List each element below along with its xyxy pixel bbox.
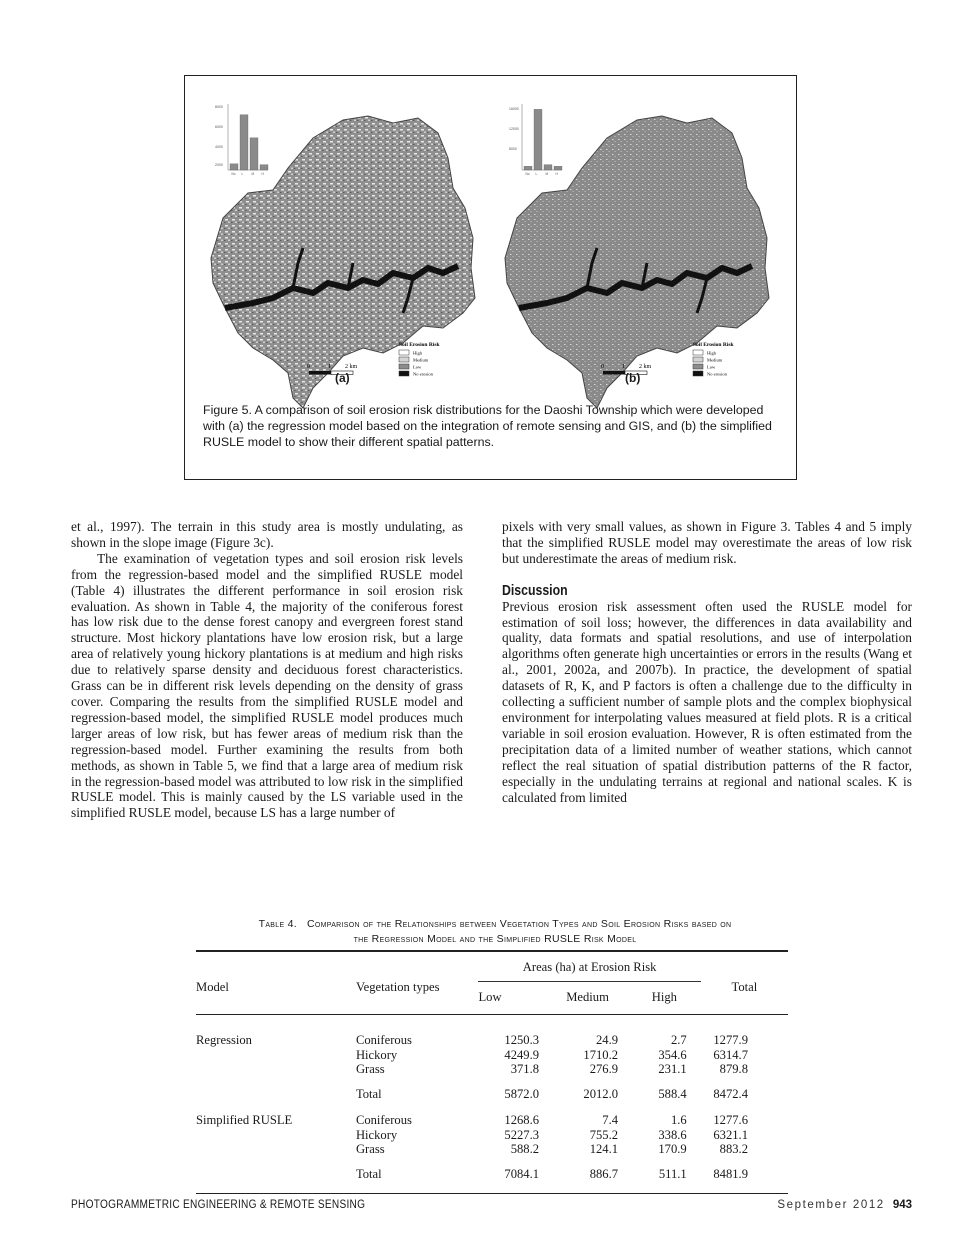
ytick-a-2: 4000 bbox=[215, 145, 223, 149]
cell-veg: Hickory bbox=[355, 1047, 398, 1062]
cell-model bbox=[196, 1062, 356, 1077]
table-row bbox=[196, 1142, 788, 1157]
histogram-a-bar-l bbox=[240, 115, 248, 170]
cell-medium: 886.7 bbox=[589, 1166, 619, 1181]
legend-label-medium-b: Medium bbox=[707, 357, 723, 363]
left-column bbox=[71, 519, 463, 821]
cell-medium: 2012.0 bbox=[583, 1086, 619, 1101]
legend-swatch-medium-b bbox=[693, 357, 703, 362]
cell-high: 1.6 bbox=[670, 1113, 687, 1127]
ytick-b-2: 8000 bbox=[509, 147, 517, 151]
left-paragraph-1: et al., 1997). The terrain in this study area is mostly undulating, as shown in the slope image (Figure 3c). bbox=[71, 519, 463, 550]
legend-label-medium-a: Medium bbox=[413, 357, 429, 363]
cell-veg: Total bbox=[355, 1086, 382, 1101]
histogram-a-bar-h bbox=[260, 165, 268, 170]
scalebar-b-2: 2 km bbox=[639, 364, 652, 370]
cell-model bbox=[196, 1048, 356, 1063]
panel-label-a: (a) bbox=[335, 371, 350, 385]
cell-low: 5872.0 bbox=[504, 1086, 540, 1101]
cell-model bbox=[196, 1077, 356, 1102]
cell-low: 588.2 bbox=[510, 1142, 540, 1156]
cell-model: Regression bbox=[196, 1033, 252, 1047]
scalebar-a-2: 2 km bbox=[345, 364, 358, 370]
table-total-row bbox=[196, 1157, 788, 1194]
cell-veg: Grass bbox=[355, 1142, 385, 1156]
histogram-b-category-label: M bbox=[545, 172, 549, 176]
legend-swatch-noerosion-b bbox=[693, 371, 703, 376]
ytick-a-1: 6000 bbox=[215, 125, 223, 129]
cell-low: 4249.9 bbox=[504, 1047, 540, 1062]
cell-total: 883.2 bbox=[719, 1142, 748, 1156]
table-row bbox=[196, 1015, 788, 1048]
panel-label-b: (b) bbox=[625, 371, 641, 385]
cell-low: 371.8 bbox=[510, 1062, 540, 1076]
histogram-a-category-label: M bbox=[251, 172, 255, 176]
cell-total: 879.8 bbox=[719, 1062, 748, 1076]
legend-label-noerosion-b: No erosion bbox=[707, 371, 727, 377]
legend-label-noerosion-a: No erosion bbox=[413, 371, 433, 377]
cell-high: 231.1 bbox=[658, 1062, 687, 1076]
header-high: High bbox=[651, 989, 677, 1004]
cell-medium: 7.4 bbox=[602, 1113, 619, 1127]
scalebar-b-0: 0 bbox=[601, 364, 604, 370]
table-title-line2: the Regression Model and the Simplified RUSLE Risk Model bbox=[353, 933, 637, 945]
cell-high: 170.9 bbox=[658, 1142, 687, 1156]
footer-journal: PHOTOGRAMMETRIC ENGINEERING & REMOTE SENSING bbox=[71, 1199, 366, 1211]
erosion-map-b bbox=[497, 98, 777, 438]
legend-swatch-high-b bbox=[693, 350, 703, 355]
table-row bbox=[196, 1048, 788, 1063]
left-paragraph-2: The examination of vegetation types and soil erosion risk levels from the regression-based model and the simplified RUSLE model (Table 4) illustrates the different performance in soil erosion risk evaluation. As shown in Table 4, the majority of the coniferous forest has low risk due to the dense forest canopy and evergreen forest stand structure. Most hickory plantations have low erosion risk, but a large area of relatively young hickory plantations is at medium and high risks due to relatively sparse density and deciduous forest characteristics. Grass can be in different risk levels depending on the density of grass cover. Comparing the results from the simplified RUSLE model and regression-based model, the simplified RUSLE model produces much larger areas of low risk, but has fewer areas of medium risk than the regression-based model. Further examining the results from both methods, as shown in Table 5, we find that a large area of medium risk in the regression-based model was attributed to low risk in the simplified RUSLE model. This is mainly caused by the LS variable used in the simplified RUSLE model, because LS has a large number of bbox=[71, 550, 463, 821]
legend-swatch-high-a bbox=[399, 350, 409, 355]
table-4 bbox=[196, 950, 788, 1194]
histogram-a-category-label: H bbox=[261, 172, 264, 176]
legend-label-high-a: High bbox=[413, 350, 422, 356]
cell-model bbox=[196, 1157, 356, 1194]
table-total-row bbox=[196, 1077, 788, 1102]
ytick-a-0: 8000 bbox=[215, 105, 223, 109]
cell-model bbox=[196, 1128, 356, 1143]
ytick-b-1: 12000 bbox=[509, 127, 519, 131]
cell-veg: Coniferous bbox=[355, 1113, 412, 1127]
histogram-b-bar-l bbox=[534, 109, 542, 170]
cell-medium: 24.9 bbox=[595, 1033, 619, 1047]
histogram-b-bar-h bbox=[554, 166, 562, 170]
cell-model bbox=[196, 1142, 356, 1157]
erosion-map-a bbox=[203, 98, 483, 438]
histogram-b-bar-m bbox=[544, 165, 552, 170]
histogram-a-category-label: No bbox=[231, 172, 236, 176]
scalebar-b-1: 1 bbox=[622, 364, 625, 370]
header-areas: Areas (ha) at Erosion Risk bbox=[478, 951, 700, 981]
cell-model: Simplified RUSLE bbox=[196, 1113, 293, 1127]
scalebar-a-0: 0 bbox=[307, 364, 310, 370]
header-vegetation: Vegetation types bbox=[355, 979, 440, 994]
cell-high: 588.4 bbox=[658, 1086, 687, 1101]
header-medium: Medium bbox=[566, 989, 609, 1004]
cell-veg: Total bbox=[355, 1166, 382, 1181]
histogram-b-category-label: No bbox=[525, 172, 530, 176]
legend-swatch-medium-a bbox=[399, 357, 409, 362]
cell-total: 6314.7 bbox=[713, 1047, 748, 1062]
table-row bbox=[196, 1128, 788, 1143]
cell-high: 2.7 bbox=[670, 1033, 687, 1047]
figure-5 bbox=[184, 75, 797, 480]
histogram-a bbox=[215, 104, 268, 176]
histogram-b-category-label: H bbox=[555, 172, 558, 176]
header-model: Model bbox=[196, 979, 229, 994]
cell-high: 511.1 bbox=[658, 1166, 687, 1181]
page-number: 943 bbox=[892, 1199, 912, 1211]
histogram-a-bar-m bbox=[250, 138, 258, 170]
scalebar-a-1: 1 bbox=[328, 364, 331, 370]
township-outline-b bbox=[505, 116, 769, 408]
cell-total: 6321.1 bbox=[713, 1127, 748, 1142]
footer-right bbox=[777, 1199, 912, 1211]
legend-label-low-b: Low bbox=[707, 364, 716, 370]
figure-caption: Figure 5. A comparison of soil erosion risk distributions for the Daoshi Township which were developed with (a) the regression model based on the integration of remote sensing and GIS, and (b) the simplified RUSLE model to show their different spatial patterns. bbox=[203, 403, 772, 449]
legend-label-high-b: High bbox=[707, 350, 716, 356]
cell-veg: Grass bbox=[355, 1062, 385, 1076]
table-row bbox=[196, 1101, 788, 1128]
legend-title-a: Soil Erosion Risk bbox=[399, 342, 440, 348]
right-paragraph-1: pixels with very small values, as shown in Figure 3. Tables 4 and 5 imply that the simplified RUSLE model may overestimate the areas of low risk but underestimate the areas of medium risk. bbox=[502, 519, 912, 566]
legend-b bbox=[693, 342, 734, 377]
cell-medium: 276.9 bbox=[589, 1062, 619, 1076]
right-column bbox=[502, 519, 912, 805]
histogram-b-category-label: L bbox=[535, 172, 538, 176]
legend-title-b: Soil Erosion Risk bbox=[693, 342, 734, 348]
right-paragraph-2: Previous erosion risk assessment often used the RUSLE model for estimation of soil loss; however, the differences in data availability and quality, data formats and spatial resolutions, and use of interpolation algorithms often generate high uncertainties or errors in the results (Wang et al., 2001, 2002a, and 2007b). In practice, the development of spatial datasets of R, K, and P factors is often a challenge due to the difficulty in collecting a sufficient number of sample plots and the complex biophysical environment for interpolating values measured at field plots. R is a critical variable in soil erosion evaluation. However, R is often estimated from the precipitation data of a limited number of weather stations, which cannot reflect the real situation of spatial distribution patterns of the R factor, especially in the undulating terrains at regional and national scales. K is calculated from limited bbox=[502, 598, 912, 805]
header-total: Total bbox=[731, 979, 758, 994]
cell-low: 1250.3 bbox=[504, 1033, 540, 1047]
histogram-a-bar-no bbox=[230, 164, 238, 170]
legend-swatch-low-a bbox=[399, 364, 409, 369]
cell-total: 8472.4 bbox=[713, 1086, 748, 1101]
cell-low: 1268.6 bbox=[504, 1113, 540, 1127]
cell-total: 1277.9 bbox=[713, 1033, 748, 1047]
histogram-a-category-label: L bbox=[241, 172, 244, 176]
table-caption bbox=[210, 917, 780, 947]
cell-low: 7084.1 bbox=[504, 1166, 540, 1181]
cell-veg: Hickory bbox=[355, 1127, 398, 1142]
cell-total: 1277.6 bbox=[713, 1113, 748, 1127]
cell-medium: 124.1 bbox=[589, 1142, 619, 1156]
cell-low: 5227.3 bbox=[504, 1127, 540, 1142]
cell-medium: 755.2 bbox=[589, 1127, 619, 1142]
table-row bbox=[196, 1062, 788, 1077]
footer-date: September 2012 bbox=[777, 1199, 885, 1211]
cell-veg: Coniferous bbox=[355, 1033, 412, 1047]
cell-high: 338.6 bbox=[658, 1127, 687, 1142]
legend-label-low-a: Low bbox=[413, 364, 422, 370]
legend-a bbox=[399, 342, 440, 377]
section-heading-discussion: Discussion bbox=[502, 581, 568, 599]
header-low: Low bbox=[478, 989, 502, 1004]
legend-swatch-noerosion-a bbox=[399, 371, 409, 376]
histogram-b bbox=[509, 104, 562, 176]
histogram-b-bar-no bbox=[524, 166, 532, 170]
ytick-a-3: 2000 bbox=[215, 163, 223, 167]
table-number: Table 4. bbox=[258, 918, 297, 930]
ytick-b-0: 16000 bbox=[509, 107, 519, 111]
cell-high: 354.6 bbox=[658, 1047, 687, 1062]
legend-swatch-low-b bbox=[693, 364, 703, 369]
cell-total: 8481.9 bbox=[713, 1166, 748, 1181]
table-title-line1: Comparison of the Relationships between Vegetation Types and Soil Erosion Risks based on bbox=[307, 918, 732, 930]
cell-medium: 1710.2 bbox=[583, 1047, 619, 1062]
